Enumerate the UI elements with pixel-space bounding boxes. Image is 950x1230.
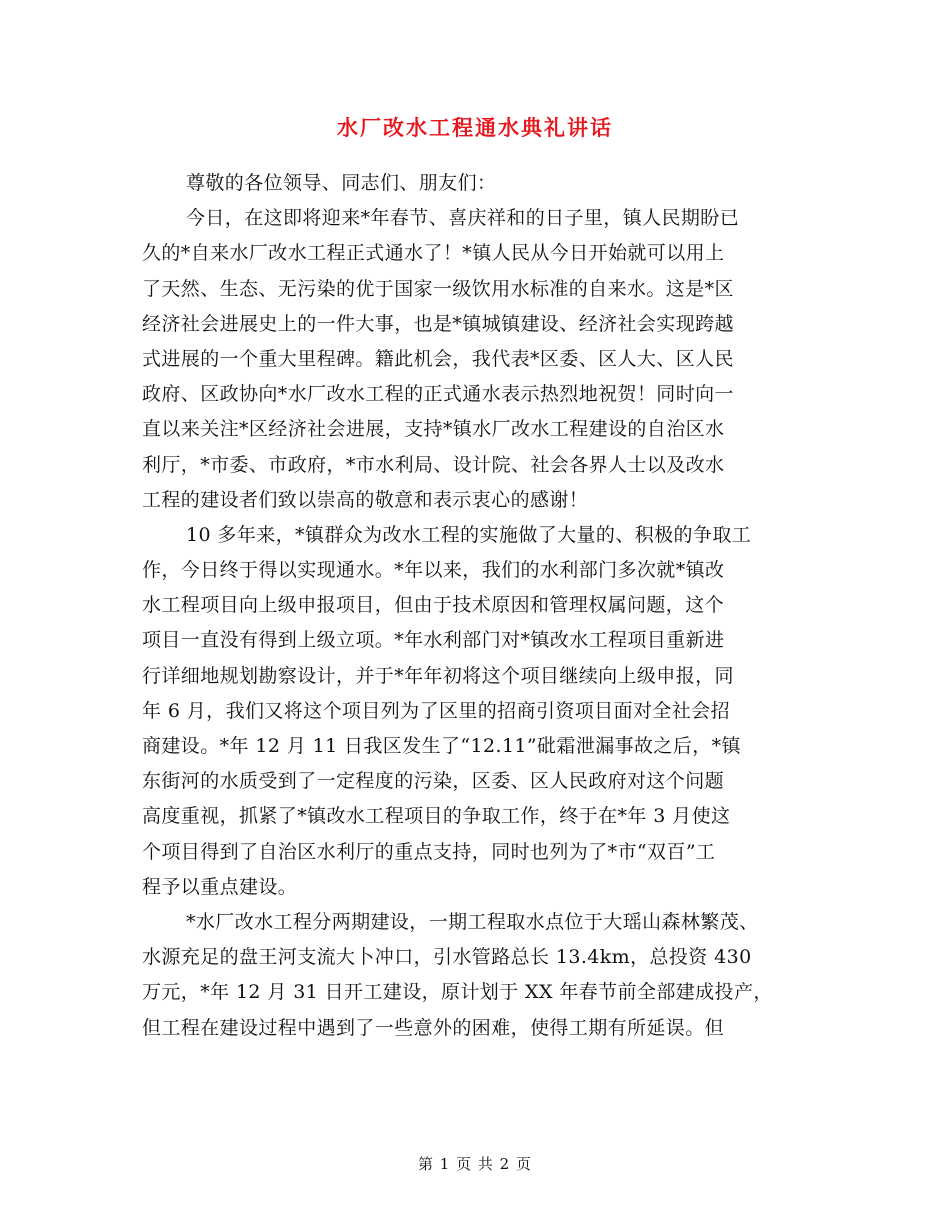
- text-line: 程予以重点建设。: [142, 875, 298, 898]
- text-line: 高度重视，抓紧了*镇改水工程项目的争取工作，终于在*年 3 月使这: [142, 805, 731, 828]
- document-body: [142, 166, 806, 1046]
- text-line: 水工程项目向上级申报项目，但由于技术原因和管理权属问题，这个: [142, 594, 725, 617]
- text-line: 经济社会进展史上的一件大事，也是*镇城镇建设、经济社会实现跨越: [142, 312, 734, 335]
- text-line: 工程的建设者们致以崇高的敬意和表示衷心的感谢！: [142, 488, 589, 511]
- text-line: 久的*自来水厂改水工程正式通水了！*镇人民从今日开始就可以用上: [142, 242, 725, 265]
- text-line: 作，今日终于得以实现通水。*年以来，我们的水利部门多次就*镇改: [142, 559, 725, 582]
- page-footer: 第 1 页 共 2 页: [418, 1155, 532, 1173]
- document-title: 水厂改水工程通水典礼讲话: [337, 115, 613, 140]
- text-line: 水源充足的盘王河支流大卜冲口，引水管路总长 13.4km，总投资 430: [142, 946, 752, 969]
- text-line: 年 6 月，我们又将这个项目列为了区里的招商引资项目面对全社会招: [142, 699, 730, 722]
- text-line: 万元，*年 12 月 31 日开工建设，原计划于 XX 年春节前全部建成投产，: [142, 981, 773, 1004]
- text-line: 式进展的一个重大里程碑。籍此机会，我代表*区委、区人大、区人民: [142, 347, 734, 370]
- text-line: 个项目得到了自治区水利厅的重点支持，同时也列为了*市“双百”工: [142, 840, 716, 863]
- text-line: 直以来关注*区经济社会进展，支持*镇水厂改水工程建设的自治区水: [142, 418, 725, 441]
- text-line: 尊敬的各位领导、同志们、朋友们：: [186, 172, 497, 194]
- text-line: 东街河的水质受到了一定程度的污染，区委、区人民政府对这个问题: [142, 770, 725, 793]
- text-line: *水厂改水工程分两期建设，一期工程取水点位于大瑶山森林繁茂、: [186, 910, 759, 933]
- text-line: 10 多年来，*镇群众为改水工程的实施做了大量的、积极的争取工: [186, 523, 752, 546]
- text-line: 项目一直没有得到上级立项。*年水利部门对*镇改水工程项目重新进: [142, 629, 725, 652]
- text-line: 了天然、生态、无污染的优于国家一级饮用水标准的自来水。这是*区: [142, 277, 734, 300]
- text-line: 商建设。*年 12 月 11 日我区发生了“12.11”砒霜泄漏事故之后，*镇: [142, 735, 741, 757]
- text-line: 政府、区政协向*水厂改水工程的正式通水表示热烈地祝贺！同时向一: [142, 383, 734, 406]
- text-line: 今日，在这即将迎来*年春节、喜庆祥和的日子里，镇人民期盼已: [186, 207, 740, 230]
- text-line: 但工程在建设过程中遇到了一些意外的困难，使得工期有所延误。但: [142, 1016, 725, 1039]
- text-line: 行详细地规划勘察设计，并于*年年初将这个项目继续向上级申报，同: [142, 664, 734, 687]
- text-line: 利厅，*市委、市政府，*市水利局、设计院、社会各界人士以及改水: [142, 453, 725, 476]
